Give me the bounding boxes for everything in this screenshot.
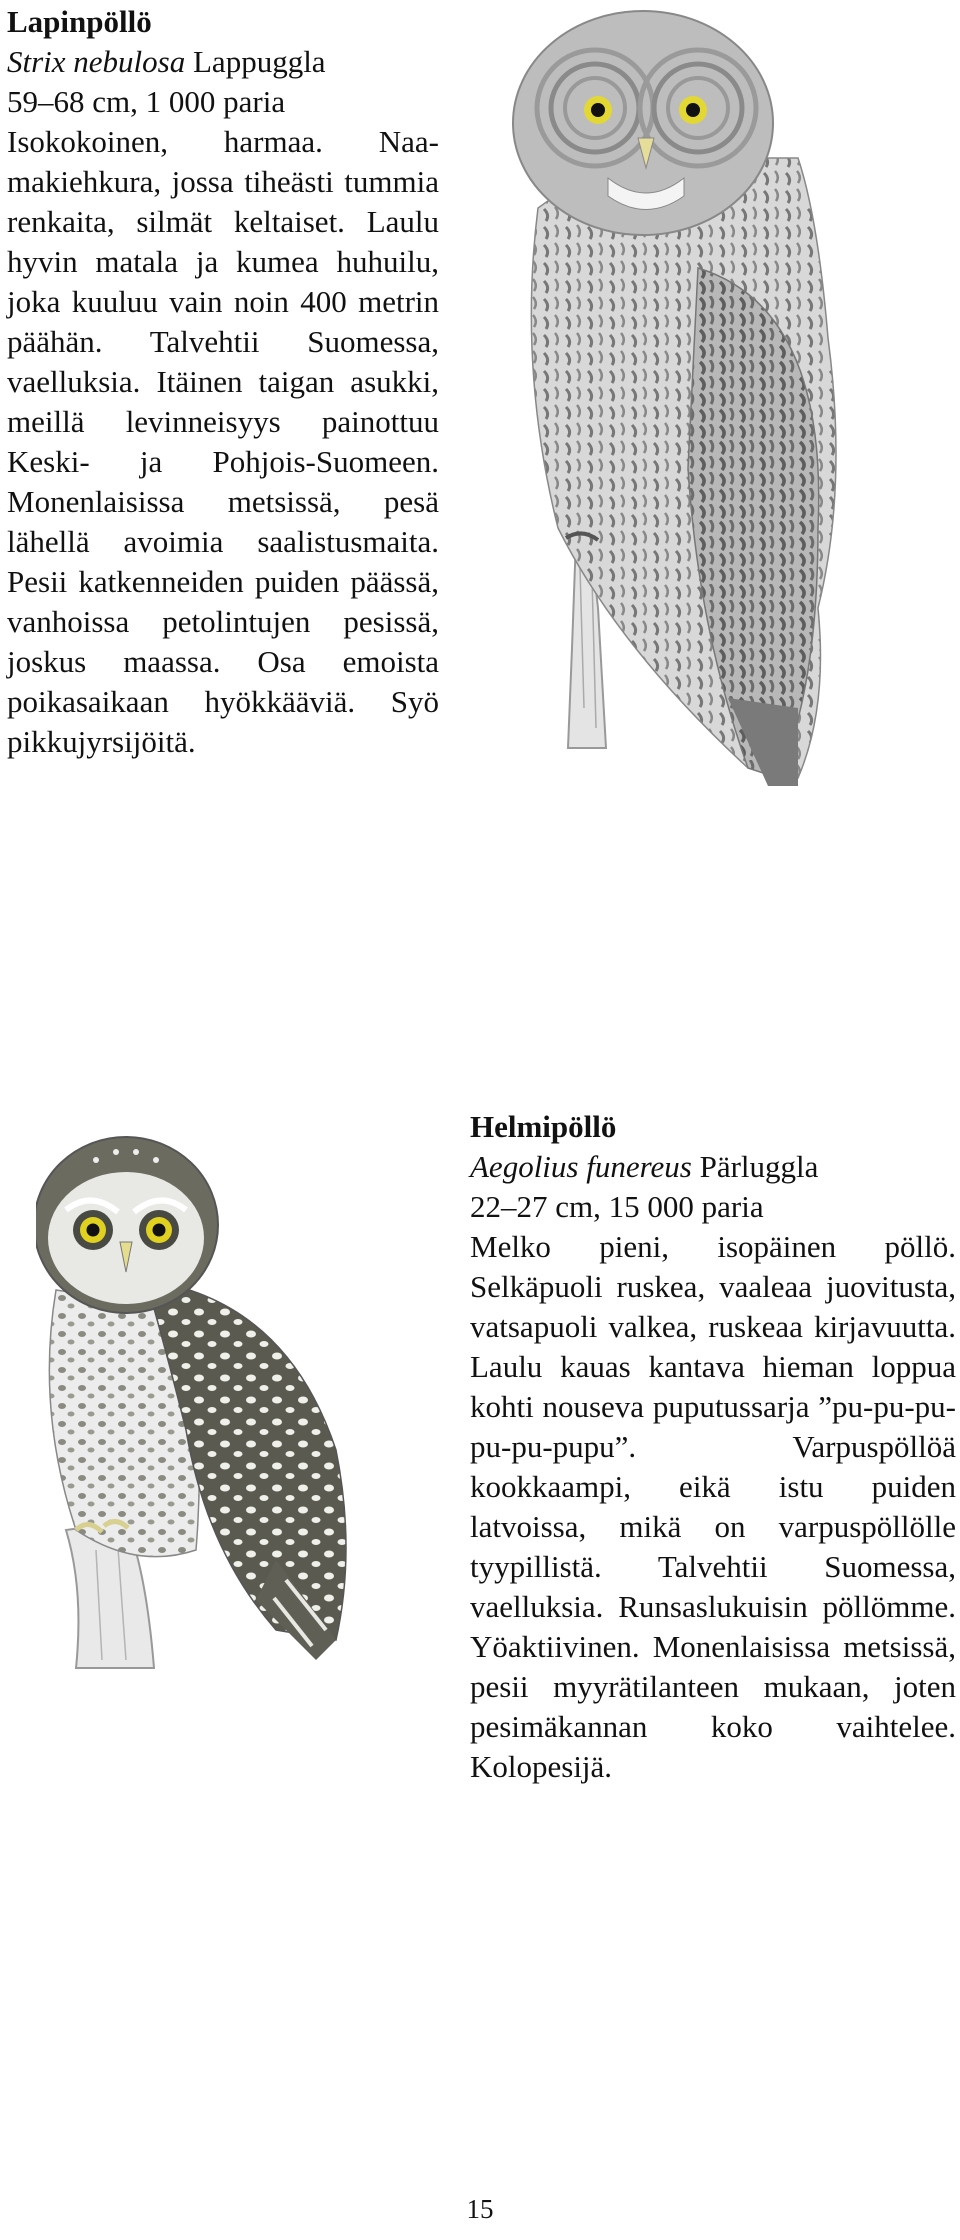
species-names-line — [470, 1147, 956, 1187]
species-names-line — [7, 42, 439, 82]
species-stats: 59–68 cm, 1 000 paria — [7, 84, 286, 119]
species-name: Lapinpöllö — [7, 4, 152, 39]
species-description: Melko pieni, isopäinen pöllö. Selkäpuoli ruskea, vaaleaa juovitusta, vatsapuoli valkea, ruskeaa kirjavuutta. Laulu kauas kantava hieman loppua kohti nouseva puputussarja ”pu-pu-pu-pu-pu-pupu”. Varpuspöllöä kookkaampi, eikä istu puiden latvoissa, mikä on varpuspöllölle tyypillistä. Talvehtii Suomessa, vaelluksia. Runsaslukuisin pöllömme. Yöaktiivinen. Monenlaisissa metsissä, pesii myyrätilanteen mukaan, joten pesimäkannan koko vaihtelee. Kolopesijä. — [470, 1229, 956, 1784]
great-grey-owl-illustration — [498, 8, 898, 788]
species-entry-lapinpollo — [7, 2, 439, 762]
species-name: Helmipöllö — [470, 1109, 617, 1144]
latin-name: Aegolius funereus — [470, 1149, 692, 1184]
species-description: Isokokoinen, harmaa. Naamakiehkura, jossa tiheästi tummia renkaita, silmät keltaiset. Laulu hyvin matala ja kumea huhuilu, joka kuuluu vain noin 400 metrin päähän. Talvehtii Suomessa, vaelluksia. Itäinen taigan asukki, meillä levinneisyys painottuu Keski- ja Pohjois-Suomeen. Monenlaisissa metsissä, pesä lähellä avoimia saalistusmaita. Pesii katkenneiden puiden päässä, vanhoissa petolintujen pesissä, joskus maassa. Osa emoista poikasaikaan hyökkääviä. Syö pikkujyrsijöitä. — [7, 124, 439, 759]
tengmalms-owl-illustration — [36, 1130, 366, 1670]
swedish-name: Lappuggla — [193, 44, 326, 79]
species-entry-helmipollo — [470, 1107, 956, 1787]
swedish-name: Pärluggla — [699, 1149, 819, 1184]
species-stats: 22–27 cm, 15 000 paria — [470, 1189, 764, 1224]
latin-name: Strix nebulosa — [7, 44, 186, 79]
page-number: 15 — [466, 2194, 494, 2224]
